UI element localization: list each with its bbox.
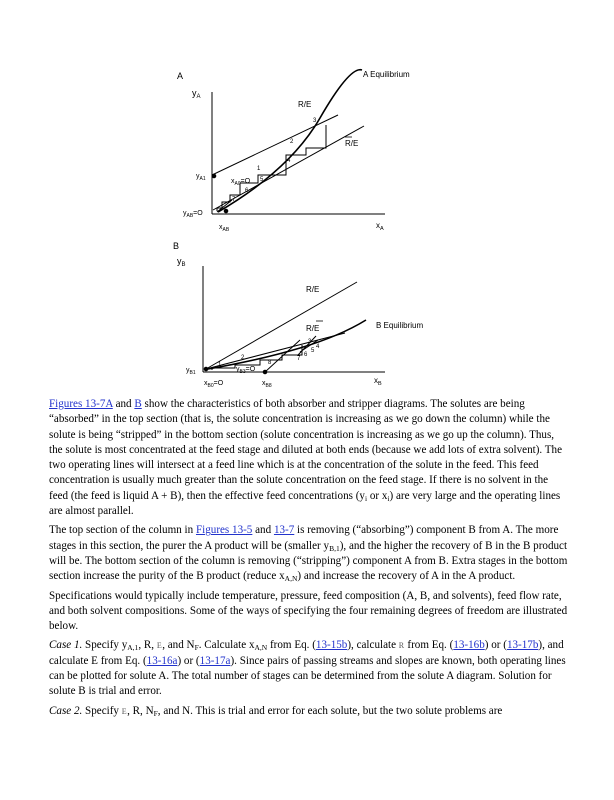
- a-stage-6: 6: [245, 188, 249, 194]
- paragraph-case-2: [49, 704, 569, 719]
- a-x-zero-label: $x_{A0}=O$: [231, 178, 251, 187]
- a-panel-label: A: [177, 71, 184, 81]
- case-label: Case 2.: [49, 704, 83, 717]
- b-upper-line-label: R/E: [306, 285, 320, 294]
- text: from Eq. (: [267, 639, 316, 652]
- link-eq-13-17a[interactable]: 13-17a: [199, 654, 231, 667]
- b-equilibrium-label: B Equilibrium: [376, 321, 424, 330]
- text: ) are very large and the operating lines are almost parallel.: [49, 489, 561, 518]
- subscript: F: [153, 708, 158, 718]
- b-lower-operating-line: [206, 333, 345, 369]
- text: , and N. This is trial and error for each solute, but the two solute problems are: [157, 704, 503, 717]
- a-stage-7: 7: [232, 197, 236, 203]
- link-figures-13-5[interactable]: Figures 13-5: [195, 524, 253, 537]
- b-x-bottom-label: $x_{B8}$: [262, 380, 272, 389]
- link-eq-13-16b[interactable]: 13-16b: [453, 639, 485, 652]
- link-figure-b[interactable]: B: [134, 398, 142, 410]
- subscript: A,1: [127, 643, 139, 653]
- text: ), and the higher the recovery of B in the B product will be. The bottom section of the column is removing (“stripping”) component A from B. Extra stages in the bottom section increase the purity of the B product (reduce x: [49, 539, 568, 583]
- b-start-point: [204, 367, 208, 371]
- subscript: B,1: [329, 543, 340, 553]
- text: , R,: [138, 639, 157, 652]
- subscript: i: [364, 493, 368, 503]
- b-stage-6: 6: [304, 352, 308, 358]
- text: ), and calculate E from Eq. (: [49, 639, 564, 667]
- a-stage-2: 2: [290, 139, 294, 145]
- text: is removing (“absorbing”) component B from A. The more stages in this section, the purer the A product will be (smaller y: [49, 524, 559, 552]
- paragraph-case-1: [49, 638, 569, 699]
- b-stage-1: 1: [218, 362, 222, 368]
- b-equilibrium-curve: [208, 320, 366, 369]
- a-start-point: [212, 174, 216, 178]
- link-eq-13-17b[interactable]: 13-17b: [506, 639, 539, 652]
- b-end-point: [263, 370, 267, 374]
- a-stage-5: 5: [260, 177, 264, 183]
- a-upper-line-label: R/E: [298, 100, 312, 109]
- link-eq-13-16a[interactable]: 13-16a: [146, 654, 178, 667]
- b-stage-4: 4: [316, 344, 320, 350]
- a-y-bottom-label: $y_{AB}=O$: [183, 210, 203, 219]
- text: ) and increase the recovery of A in the A product.: [297, 570, 516, 583]
- text: , R, N: [127, 704, 154, 717]
- text: ) or (: [484, 639, 507, 652]
- a-end-point: [224, 209, 228, 213]
- text: from Eq. (: [404, 639, 454, 652]
- text: Specify: [82, 704, 122, 717]
- text: or x: [367, 489, 388, 502]
- a-stage-3: 3: [313, 118, 317, 124]
- overbar-symbol: E: [121, 706, 128, 716]
- b-y-start-label: $y_{B1}$: [186, 367, 196, 376]
- a-stage-1: 1: [257, 166, 261, 172]
- text: ) or (: [177, 654, 200, 667]
- subscript: i: [387, 493, 390, 503]
- text: . Calculate x: [198, 639, 255, 652]
- a-upper-operating-line: [212, 115, 338, 175]
- subscript: A,N: [284, 574, 298, 584]
- text: , and N: [162, 639, 195, 652]
- link-figure-13-7[interactable]: 13-7: [273, 524, 295, 537]
- text: and: [112, 398, 135, 410]
- subscript: F: [194, 643, 199, 653]
- b-stage-8: 8: [268, 360, 272, 366]
- subscript: A,N: [254, 643, 268, 653]
- overbar-symbol: E: [156, 641, 163, 651]
- diagram-a: [212, 70, 385, 214]
- paragraph-specifications: Specifications would typically include temperature, pressure, feed composition (A, B, and solvents), feed flow rate, and both solvent compositions. Some of the ways of specifying the four remaining degrees of freedom are illustrated below.: [49, 589, 568, 633]
- a-y-axis-label: $y_A$: [192, 88, 201, 100]
- link-eq-13-15b[interactable]: 13-15b: [315, 639, 348, 652]
- case-label: Case 1.: [49, 639, 83, 652]
- a-x-bottom-label: $x_{AB}$: [219, 224, 230, 233]
- b-stage-3: 3: [308, 339, 312, 345]
- text: ). Since pairs of passing streams and slopes are known, both operating lines can be plotted for solute A. The total number of stages can be determined from the solute A diagram. Solution for solute B is trial and error.: [49, 654, 566, 698]
- text: and: [252, 524, 274, 537]
- overbar-symbol: R: [398, 641, 405, 651]
- b-stage-2: 2: [241, 355, 245, 361]
- text: show the characteristics of both absorber and stripper diagrams. The solutes are being “absorbed” in the top section (that is, the solute concentration is increasing as we go down the column) while the solute is being “stripped” in the bottom section (solute concentration is increasing as we go up the column). Thus, the solute is most concentrated at the feed stage and diluted at both ends (because we add lots of extra solvent). The two operating lines will intersect at a feed line which is at the concentration of the solute in the feed. This feed concentration is usually much greater than the solute concentration on the feed stage. If there is no solvent in the feed (the feed is liquid A + B), then the effective feed concentrations (y: [49, 398, 563, 502]
- b-panel-label: B: [173, 241, 180, 251]
- link-figures-13-7a[interactable]: Figures 13-7A: [49, 398, 113, 410]
- b-feed-label: $y_{B3}=O$: [236, 366, 256, 375]
- b-stage-7: 7: [297, 356, 301, 362]
- body-text: [49, 397, 569, 723]
- b-lower-line-label: R/E: [306, 324, 320, 333]
- text: The top section of the column in: [49, 524, 196, 537]
- text: Specify y: [82, 639, 128, 652]
- paragraph-top-section: [49, 523, 569, 584]
- b-x-zero-label: $x_{B0}=O$: [204, 380, 224, 389]
- a-stage-4: 4: [287, 158, 291, 164]
- a-x-axis-label: $x_A$: [376, 221, 384, 232]
- a-lower-line-label: R/E: [345, 139, 359, 148]
- text: ), calculate: [347, 639, 399, 652]
- a-y-start-label: $y_{A1}$: [196, 173, 206, 182]
- b-y-axis-label: $y_B$: [177, 256, 186, 268]
- diagram-b: [203, 266, 385, 374]
- b-stage-5: 5: [311, 348, 315, 354]
- paragraph-figures: [49, 397, 569, 519]
- b-x-axis-label: $x_B$: [374, 376, 382, 387]
- a-equilibrium-label: A Equilibrium: [363, 70, 410, 79]
